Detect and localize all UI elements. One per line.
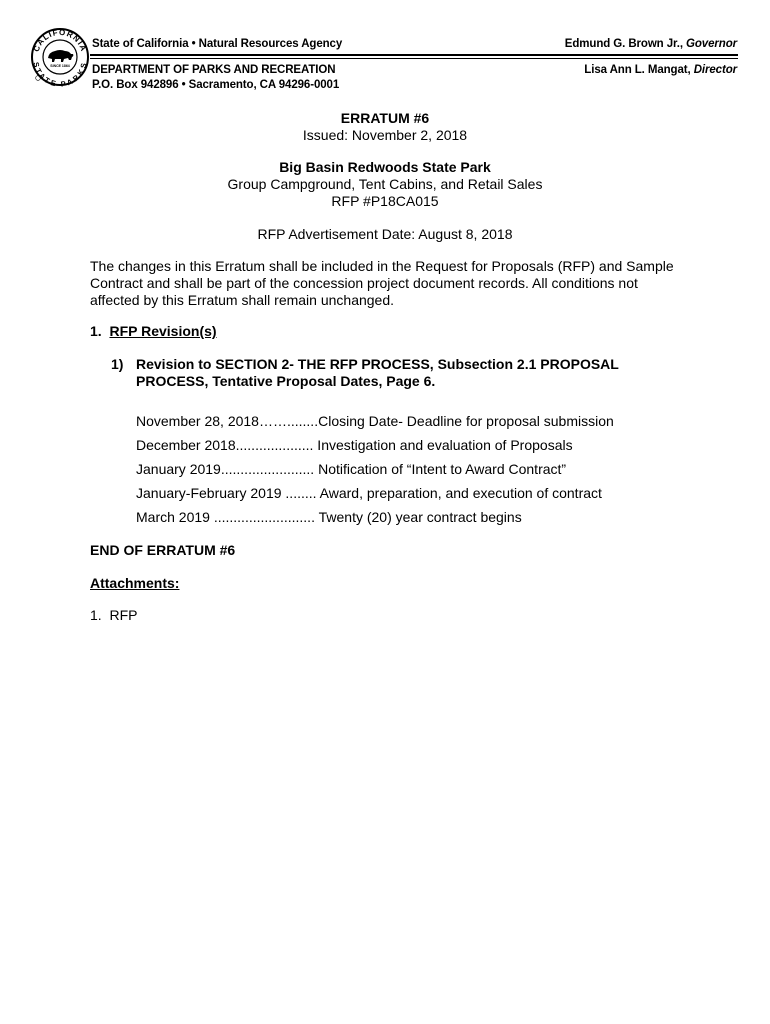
advertisement-date: RFP Advertisement Date: August 8, 2018	[257, 226, 513, 242]
dot-leader: ........	[281, 485, 317, 501]
header-rule-thin	[90, 58, 738, 59]
date-event: Award, preparation, and execution of contract	[316, 485, 602, 501]
date-row	[136, 437, 573, 454]
header-rule-thick	[90, 54, 738, 56]
director-line	[584, 64, 737, 76]
revision-item-number: 1)	[111, 356, 124, 372]
section-number: 1.	[90, 323, 102, 339]
attachments-heading: Attachments:	[90, 575, 180, 591]
date-event: Twenty (20) year contract begins	[314, 509, 522, 525]
director-title: Director	[693, 64, 737, 76]
seal-text-bottom: STATE PARKS	[31, 61, 89, 87]
park-name: Big Basin Redwoods State Park	[279, 159, 491, 175]
date-event: Investigation and evaluation of Proposals	[313, 437, 573, 453]
governor-line	[565, 38, 737, 50]
date-row	[136, 413, 614, 430]
issued-date: Issued: November 2, 2018	[302, 127, 468, 143]
department-name: DEPARTMENT OF PARKS AND RECREATION	[92, 64, 336, 76]
date-row	[136, 509, 522, 526]
section-heading	[90, 323, 690, 340]
date-row	[136, 485, 602, 502]
dot-leader: ..........................	[209, 509, 315, 525]
date-label: March 2019	[136, 509, 210, 525]
rfp-number: RFP #P18CA015	[331, 193, 439, 209]
end-of-erratum: END OF ERRATUM #6	[90, 542, 236, 558]
date-event: Notification of “Intent to Award Contract”	[314, 461, 567, 477]
agency-name: State of California • Natural Resources Agency	[92, 38, 343, 50]
revision-item	[111, 356, 651, 390]
section-title: RFP Revision(s)	[109, 323, 217, 339]
date-event: Closing Date- Deadline for proposal submission	[318, 413, 614, 429]
revision-item-text: Revision to SECTION 2- THE RFP PROCESS, Subsection 2.1 PROPOSAL PROCESS, Tentative Proposal Dates, Page 6.	[136, 356, 619, 389]
department-address: P.O. Box 942896 • Sacramento, CA 94296-0001	[92, 79, 340, 91]
state-parks-seal	[30, 27, 90, 87]
governor-title: Governor	[686, 38, 737, 50]
dot-leader: ……........	[258, 413, 319, 429]
dot-leader: ....................	[235, 437, 314, 453]
dot-leader: ........................	[220, 461, 315, 477]
seal-text-top: CALIFORNIA	[31, 27, 89, 53]
rfp-subject: Group Campground, Tent Cabins, and Retail Sales	[227, 176, 543, 192]
erratum-title: ERRATUM #6	[340, 110, 430, 126]
date-label: November 28, 2018	[136, 413, 259, 429]
director-name: Lisa Ann L. Mangat,	[584, 64, 691, 76]
date-label: January-February 2019	[136, 485, 282, 501]
date-label: January 2019	[136, 461, 221, 477]
intro-paragraph: The changes in this Erratum shall be included in the Request for Proposals (RFP) and Sample Contract and shall be part of the concession project document records. All conditions not affected by this Erratum shall remain unchanged.	[90, 258, 674, 308]
governor-name: Edmund G. Brown Jr.,	[564, 38, 683, 50]
date-row	[136, 461, 566, 478]
seal-since: SINCE 1864	[50, 64, 70, 68]
attachment-item[interactable]: 1. RFP	[90, 607, 138, 623]
date-label: December 2018	[136, 437, 236, 453]
